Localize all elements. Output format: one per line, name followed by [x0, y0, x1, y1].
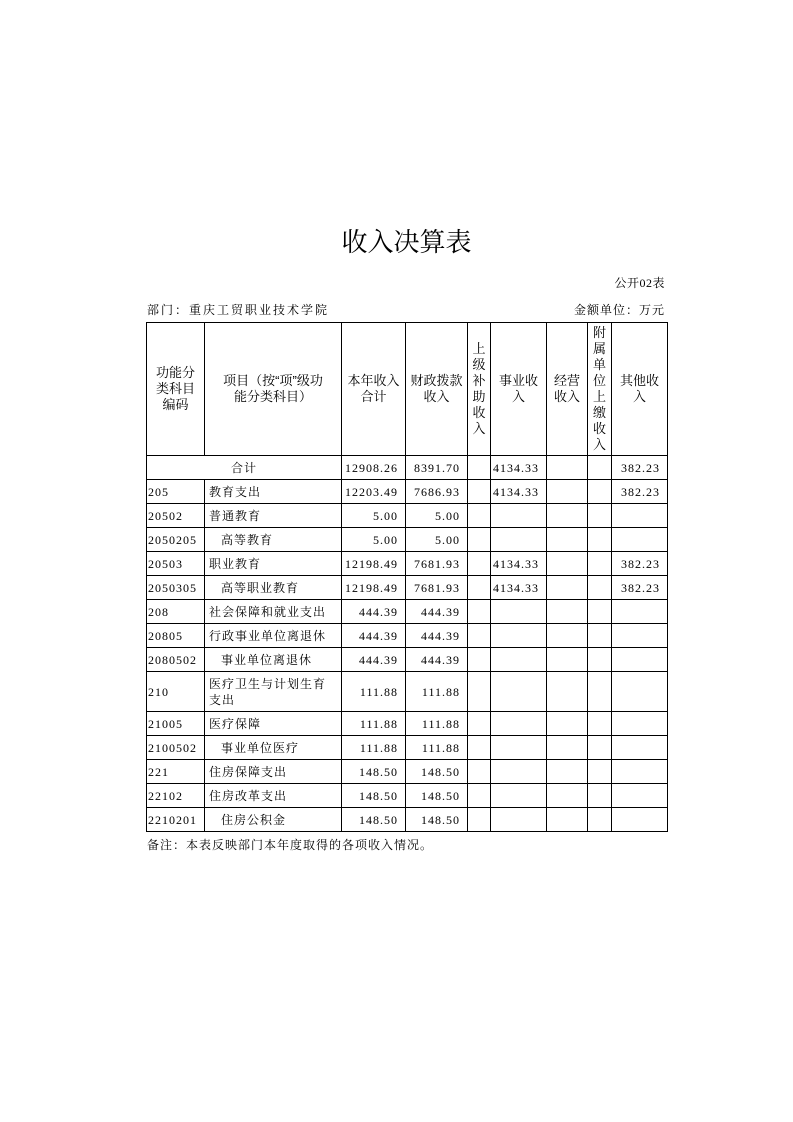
cell-affiliated	[588, 736, 612, 760]
cell-other	[612, 672, 668, 712]
table-row	[147, 672, 668, 712]
table-row	[147, 504, 668, 528]
table-row	[147, 760, 668, 784]
cell-code: 2100502	[147, 736, 205, 760]
cell-affiliated	[588, 552, 612, 576]
cell-total: 148.50	[342, 760, 406, 784]
cell-business	[491, 624, 547, 648]
header-item-label: 项目（按“项”级功能分类科目）	[223, 373, 323, 404]
cell-item: 住房公积金	[205, 808, 342, 832]
cell-item: 社会保障和就业支出	[205, 600, 342, 624]
cell-code: 221	[147, 760, 205, 784]
cell-business: 4134.33	[491, 576, 547, 600]
header-other-label: 其他收入	[620, 373, 660, 404]
cell-total: 12198.49	[342, 576, 406, 600]
cell-code: 205	[147, 480, 205, 504]
cell-total: 444.39	[342, 648, 406, 672]
header-superior-subsidy	[468, 323, 491, 456]
cell-operating	[547, 576, 588, 600]
form-number: 公开02表	[614, 276, 665, 290]
cell-item: 医疗卫生与计划生育支出	[205, 672, 342, 712]
cell-operating	[547, 480, 588, 504]
cell-superior-subsidy	[468, 552, 491, 576]
cell-operating	[547, 808, 588, 832]
cell-operating	[547, 456, 588, 480]
cell-other	[612, 600, 668, 624]
cell-fiscal: 444.39	[406, 600, 468, 624]
cell-fiscal: 111.88	[406, 736, 468, 760]
cell-fiscal: 5.00	[406, 528, 468, 552]
cell-affiliated	[588, 672, 612, 712]
cell-superior-subsidy	[468, 760, 491, 784]
department-label: 部门：重庆工贸职业技术学院	[147, 303, 330, 317]
cell-superior-subsidy	[468, 480, 491, 504]
table-header-row	[147, 323, 668, 456]
cell-fiscal: 444.39	[406, 624, 468, 648]
cell-other	[612, 504, 668, 528]
cell-operating	[547, 600, 588, 624]
cell-total: 12198.49	[342, 552, 406, 576]
table-row	[147, 624, 668, 648]
cell-fiscal: 148.50	[406, 760, 468, 784]
income-table	[146, 322, 668, 832]
cell-fiscal: 148.50	[406, 808, 468, 832]
cell-fiscal: 5.00	[406, 504, 468, 528]
cell-item: 职业教育	[205, 552, 342, 576]
cell-fiscal: 444.39	[406, 648, 468, 672]
table-row	[147, 576, 668, 600]
header-superior-subsidy-label: 上级补助收入	[472, 341, 486, 436]
header-business	[491, 323, 547, 456]
cell-operating	[547, 648, 588, 672]
cell-business	[491, 736, 547, 760]
cell-code: 20502	[147, 504, 205, 528]
cell-code: 208	[147, 600, 205, 624]
cell-superior-subsidy	[468, 808, 491, 832]
header-business-label: 事业收入	[499, 373, 539, 404]
header-code-label: 功能分类科目编码	[156, 365, 196, 412]
cell-superior-subsidy	[468, 784, 491, 808]
cell-total-label: 合计	[147, 456, 342, 480]
cell-operating	[547, 712, 588, 736]
cell-item: 住房保障支出	[205, 760, 342, 784]
cell-operating	[547, 736, 588, 760]
cell-total: 444.39	[342, 600, 406, 624]
cell-code: 20805	[147, 624, 205, 648]
cell-affiliated	[588, 480, 612, 504]
header-fiscal	[406, 323, 468, 456]
header-affiliated	[588, 323, 612, 456]
cell-code: 210	[147, 672, 205, 712]
cell-total: 12203.49	[342, 480, 406, 504]
cell-affiliated	[588, 528, 612, 552]
cell-business: 4134.33	[491, 552, 547, 576]
cell-other: 382.23	[612, 552, 668, 576]
cell-business	[491, 712, 547, 736]
table-row	[147, 600, 668, 624]
cell-total: 5.00	[342, 528, 406, 552]
cell-fiscal: 7681.93	[406, 552, 468, 576]
cell-total: 111.88	[342, 712, 406, 736]
header-operating-label: 经营收入	[554, 373, 581, 404]
cell-item: 高等教育	[205, 528, 342, 552]
header-item	[205, 323, 342, 456]
table-row	[147, 648, 668, 672]
cell-affiliated	[588, 648, 612, 672]
cell-code: 2210201	[147, 808, 205, 832]
cell-total: 12908.26	[342, 456, 406, 480]
header-affiliated-label: 附属单位上缴收入	[593, 325, 607, 452]
cell-code: 2050205	[147, 528, 205, 552]
cell-affiliated	[588, 576, 612, 600]
cell-operating	[547, 672, 588, 712]
cell-business	[491, 760, 547, 784]
cell-total: 111.88	[342, 736, 406, 760]
cell-item: 医疗保障	[205, 712, 342, 736]
cell-total: 444.39	[342, 624, 406, 648]
cell-other	[612, 784, 668, 808]
header-code	[147, 323, 205, 456]
header-other	[612, 323, 668, 456]
cell-total: 148.50	[342, 784, 406, 808]
cell-code: 22102	[147, 784, 205, 808]
cell-operating	[547, 552, 588, 576]
table-row	[147, 784, 668, 808]
cell-superior-subsidy	[468, 504, 491, 528]
cell-superior-subsidy	[468, 736, 491, 760]
cell-business: 4134.33	[491, 480, 547, 504]
cell-fiscal: 7681.93	[406, 576, 468, 600]
cell-code: 2050305	[147, 576, 205, 600]
cell-business: 4134.33	[491, 456, 547, 480]
table-row	[147, 712, 668, 736]
cell-business	[491, 808, 547, 832]
cell-other	[612, 648, 668, 672]
cell-business	[491, 528, 547, 552]
amount-unit-label: 金额单位：万元	[573, 303, 665, 317]
cell-superior-subsidy	[468, 648, 491, 672]
cell-fiscal: 111.88	[406, 672, 468, 712]
cell-item: 事业单位离退休	[205, 648, 342, 672]
cell-fiscal: 148.50	[406, 784, 468, 808]
cell-superior-subsidy	[468, 712, 491, 736]
cell-business	[491, 784, 547, 808]
cell-business	[491, 672, 547, 712]
cell-other	[612, 808, 668, 832]
cell-other	[612, 528, 668, 552]
cell-affiliated	[588, 808, 612, 832]
cell-code: 2080502	[147, 648, 205, 672]
cell-affiliated	[588, 712, 612, 736]
cell-affiliated	[588, 456, 612, 480]
cell-affiliated	[588, 760, 612, 784]
cell-other	[612, 736, 668, 760]
header-total	[342, 323, 406, 456]
cell-item: 事业单位医疗	[205, 736, 342, 760]
cell-superior-subsidy	[468, 528, 491, 552]
cell-business	[491, 648, 547, 672]
cell-item: 普通教育	[205, 504, 342, 528]
cell-operating	[547, 760, 588, 784]
cell-other: 382.23	[612, 456, 668, 480]
page-title: 收入决算表	[341, 228, 472, 257]
cell-operating	[547, 528, 588, 552]
cell-business	[491, 504, 547, 528]
cell-affiliated	[588, 784, 612, 808]
cell-total: 111.88	[342, 672, 406, 712]
header-operating	[547, 323, 588, 456]
cell-other: 382.23	[612, 480, 668, 504]
cell-superior-subsidy	[468, 576, 491, 600]
cell-affiliated	[588, 504, 612, 528]
cell-total: 5.00	[342, 504, 406, 528]
cell-fiscal: 7686.93	[406, 480, 468, 504]
cell-business	[491, 600, 547, 624]
cell-fiscal: 111.88	[406, 712, 468, 736]
cell-operating	[547, 784, 588, 808]
cell-total: 148.50	[342, 808, 406, 832]
table-row-total	[147, 456, 668, 480]
cell-item: 高等职业教育	[205, 576, 342, 600]
cell-operating	[547, 504, 588, 528]
cell-other	[612, 712, 668, 736]
cell-superior-subsidy	[468, 456, 491, 480]
cell-superior-subsidy	[468, 624, 491, 648]
table-row	[147, 552, 668, 576]
header-total-label: 本年收入合计	[347, 373, 400, 404]
cell-code: 20503	[147, 552, 205, 576]
cell-code: 21005	[147, 712, 205, 736]
cell-other: 382.23	[612, 576, 668, 600]
cell-item: 行政事业单位离退休	[205, 624, 342, 648]
table-row	[147, 736, 668, 760]
cell-fiscal: 8391.70	[406, 456, 468, 480]
cell-superior-subsidy	[468, 672, 491, 712]
cell-other	[612, 760, 668, 784]
table-row	[147, 528, 668, 552]
cell-operating	[547, 624, 588, 648]
cell-item: 住房改革支出	[205, 784, 342, 808]
header-fiscal-label: 财政拨款收入	[410, 373, 463, 404]
cell-affiliated	[588, 600, 612, 624]
cell-affiliated	[588, 624, 612, 648]
cell-other	[612, 624, 668, 648]
cell-item: 教育支出	[205, 480, 342, 504]
note-text: 备注：本表反映部门本年度取得的各项收入情况。	[147, 838, 434, 852]
table-row	[147, 808, 668, 832]
cell-superior-subsidy	[468, 600, 491, 624]
table-row	[147, 480, 668, 504]
